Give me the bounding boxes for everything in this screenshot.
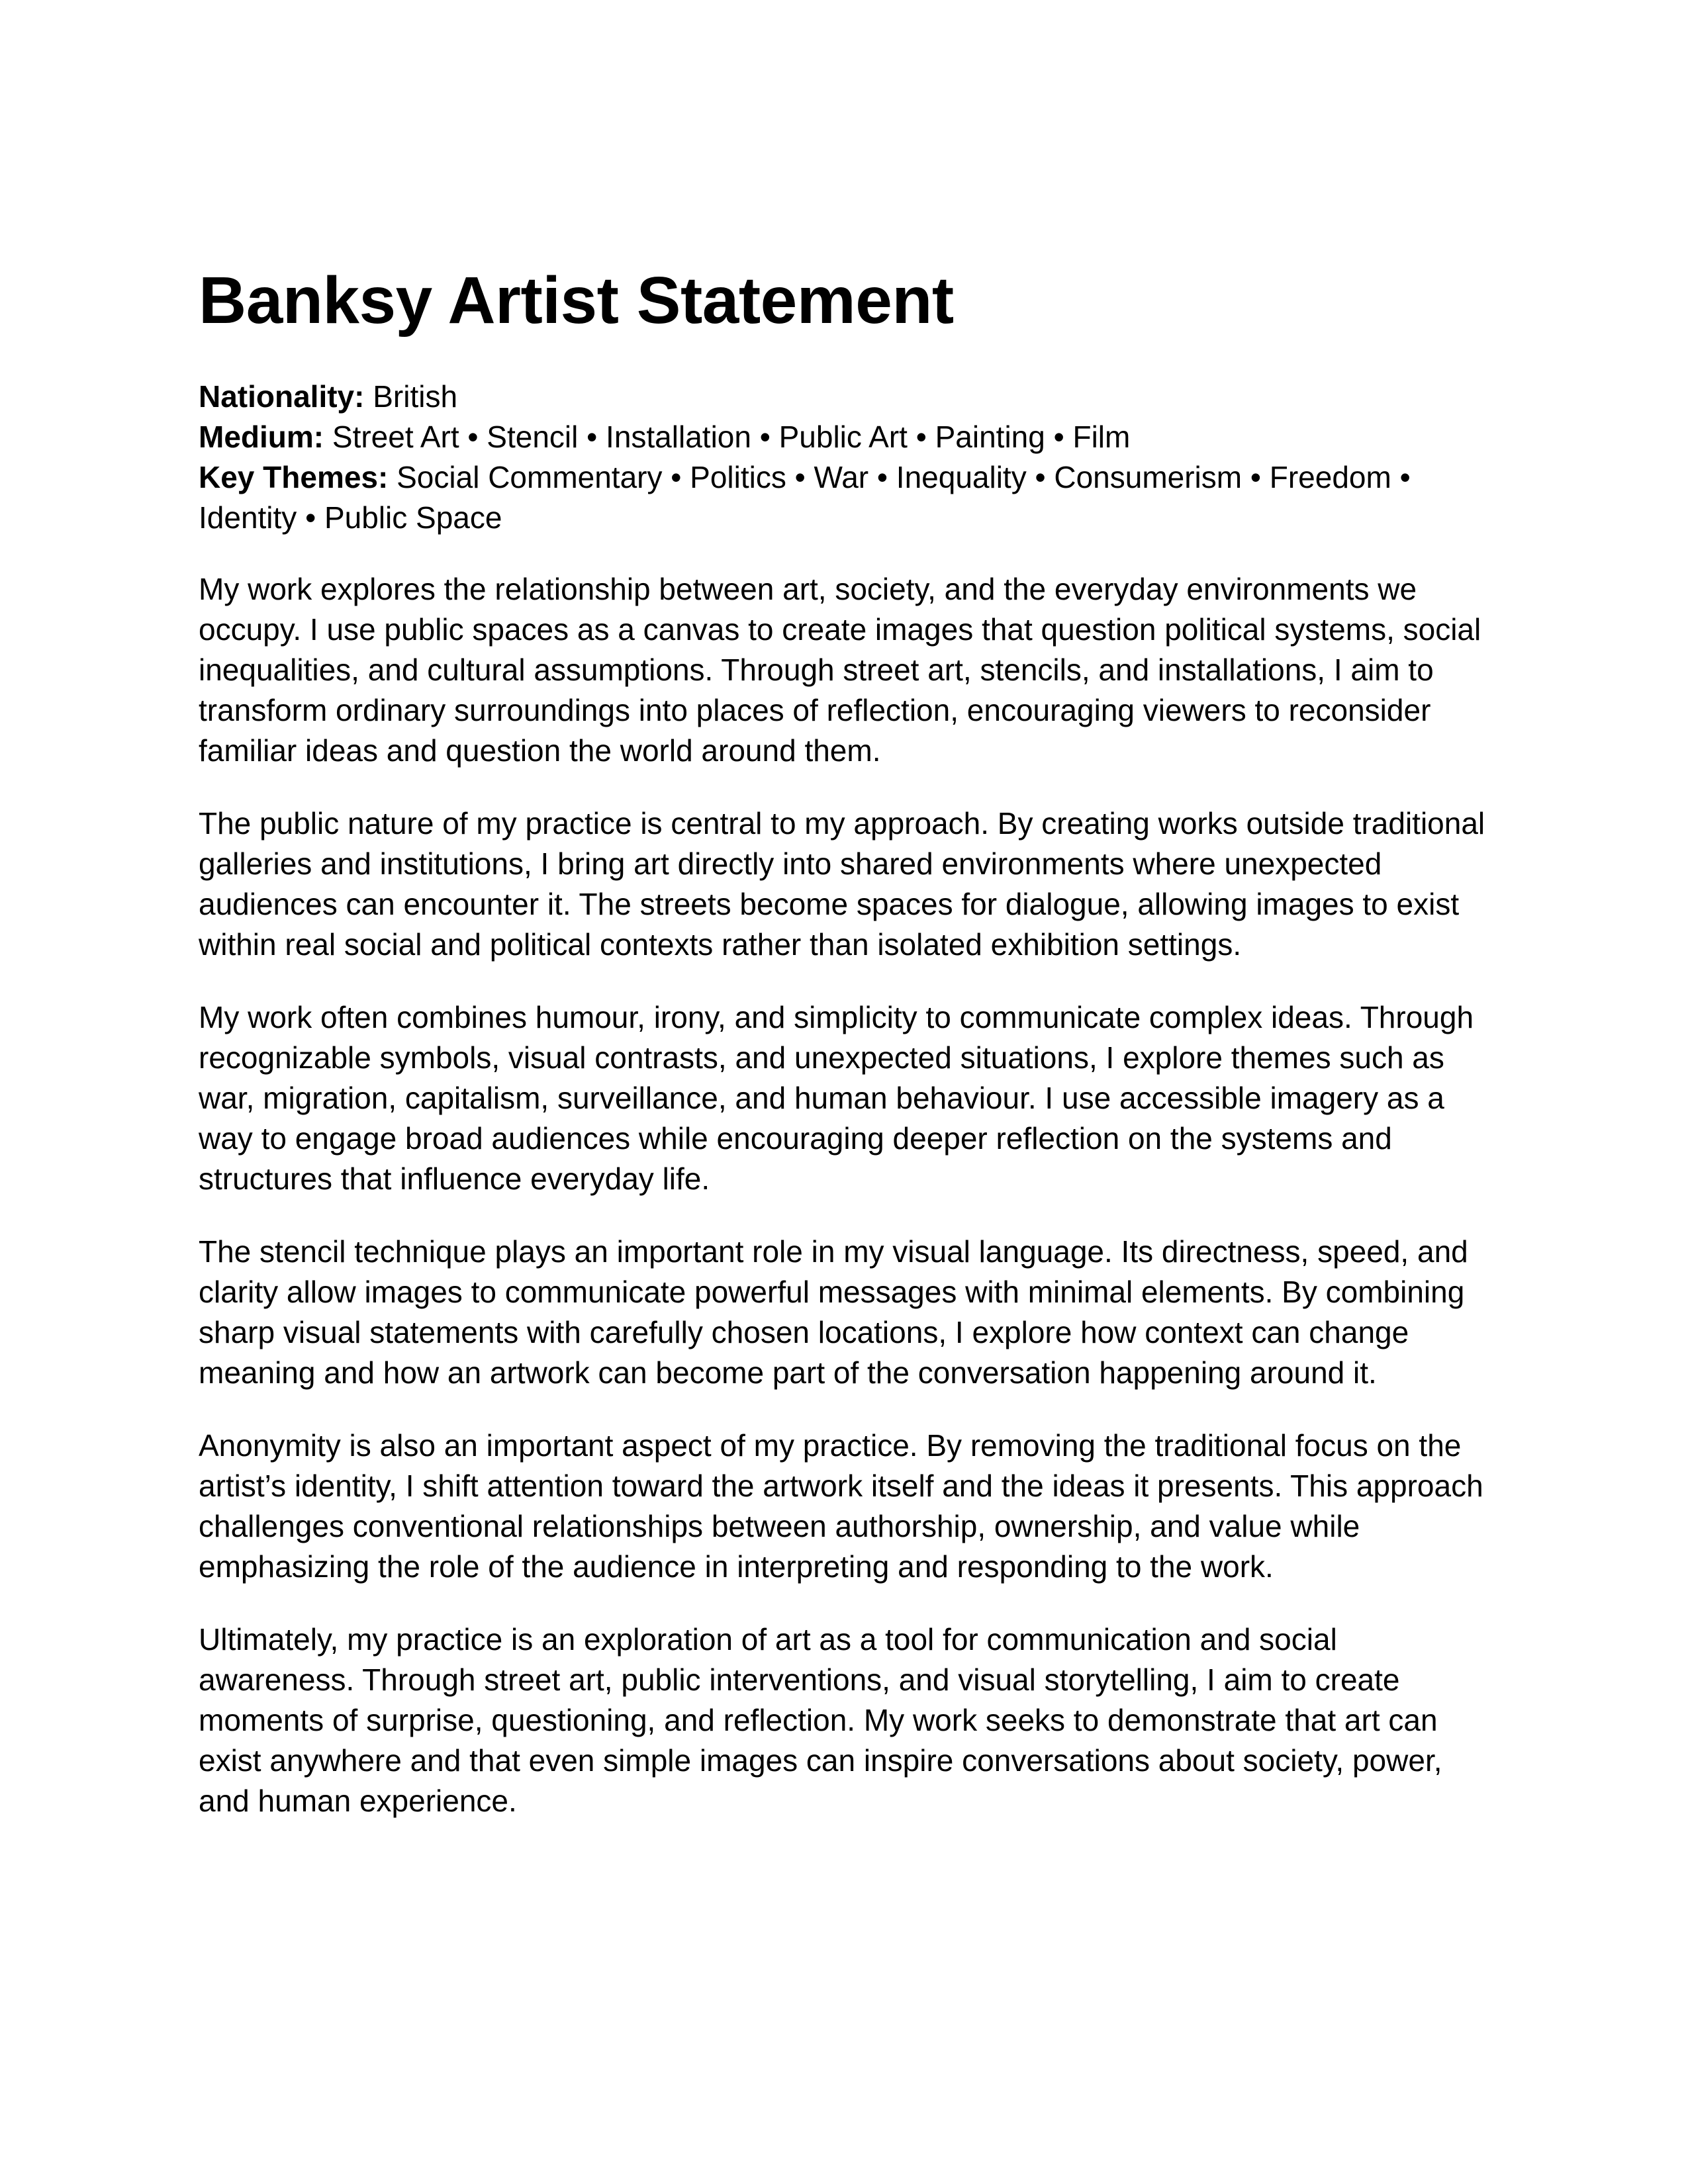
nationality-line: [199, 377, 1489, 417]
statement-paragraph-4: The stencil technique plays an important role in my visual language. Its directness, speed, and clarity allow images to communicate powerful messages with minimal elements. By combining sharp visual statements with carefully chosen locations, I explore how context can change meaning and how an artwork can become part of the conversation happening around it.: [199, 1234, 1468, 1390]
document-page: [199, 261, 1489, 1821]
key-themes-label: Key Themes:: [199, 460, 389, 494]
statement-paragraph-1: My work explores the relationship between art, society, and the everyday environments we occupy. I use public spaces as a canvas to create images that question political systems, social inequalities, and cultural assumptions. Through street art, stencils, and installations, I aim to transform ordinary surroundings into places of reflection, encouraging viewers to reconsider familiar ideas and question the world around them.: [199, 572, 1481, 768]
nationality-value: British: [364, 379, 458, 414]
nationality-label: Nationality:: [199, 379, 365, 414]
artist-details: [199, 377, 1489, 538]
key-themes-line: [199, 457, 1489, 538]
document-title: Banksy Artist Statement: [199, 263, 954, 338]
medium-line: [199, 417, 1489, 457]
statement-paragraph-2: The public nature of my practice is central to my approach. By creating works outside traditional galleries and institutions, I bring art directly into shared environments where unexpected audiences can encounter it. The streets become spaces for dialogue, allowing images to exist within real social and political contexts rather than isolated exhibition settings.: [199, 806, 1485, 962]
medium-label: Medium:: [199, 420, 324, 454]
medium-value: Street Art • Stencil • Installation • Public Art • Painting • Film: [324, 420, 1131, 454]
key-themes-value: Social Commentary • Politics • War • Inequality • Consumerism • Freedom • Identity • Public Space: [199, 460, 1411, 535]
statement-paragraph-3: My work often combines humour, irony, and simplicity to communicate complex ideas. Through recognizable symbols, visual contrasts, and unexpected situations, I explore themes such as war, migration, capitalism, surveillance, and human behaviour. I use accessible imagery as a way to engage broad audiences while encouraging deeper reflection on the systems and structures that influence everyday life.: [199, 1000, 1474, 1196]
statement-paragraph-5: Anonymity is also an important aspect of my practice. By removing the traditional focus on the artist’s identity, I shift attention toward the artwork itself and the ideas it presents. This approach challenges conventional relationships between authorship, ownership, and value while emphasizing the role of the audience in interpreting and responding to the work.: [199, 1428, 1483, 1584]
statement-paragraph-6: Ultimately, my practice is an exploration of art as a tool for communication and social awareness. Through street art, public interventions, and visual storytelling, I aim to create moments of surprise, questioning, and reflection. My work seeks to demonstrate that art can exist anywhere and that even simple images can inspire conversations about society, power, and human experience.: [199, 1622, 1442, 1818]
